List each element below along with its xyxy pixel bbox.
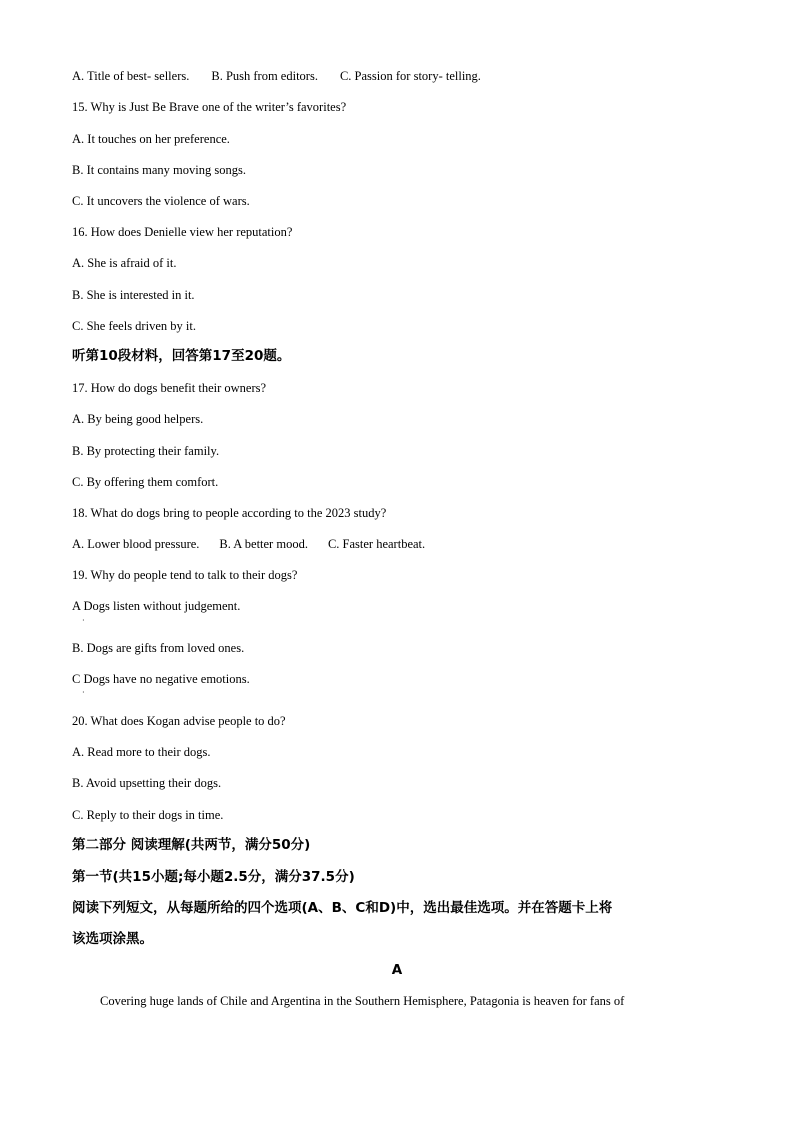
q19-option-c: C Dogs have no negative emotions. bbox=[72, 672, 250, 686]
q16-option-c: C. She feels driven by it. bbox=[72, 319, 196, 333]
q19-option-a: A Dogs listen without judgement. bbox=[72, 599, 241, 613]
punctuation-dot: · bbox=[82, 688, 85, 697]
section10-instruction: 听第10段材料，回答第17至20题。 bbox=[72, 348, 291, 364]
q18-option-b: B. A better mood. bbox=[219, 537, 308, 551]
q18-question: 18. What do dogs bring to people according to the 2023 study? bbox=[72, 506, 387, 520]
q20-option-a: A. Read more to their dogs. bbox=[72, 745, 211, 759]
punctuation-dot: · bbox=[82, 616, 85, 625]
q14-options bbox=[72, 68, 481, 84]
reading-instruction-line2: 该选项涂黑。 bbox=[72, 931, 153, 947]
q17-question: 17. How do dogs benefit their owners? bbox=[72, 381, 267, 395]
q20-option-c: C. Reply to their dogs in time. bbox=[72, 808, 224, 822]
q15-option-a: A. It touches on her preference. bbox=[72, 132, 230, 146]
q18-options bbox=[72, 536, 425, 552]
part2-heading: 第二部分 阅读理解(共两节，满分50分) bbox=[72, 837, 311, 853]
passage-label: A bbox=[391, 962, 403, 978]
q14-option-a: A. Title of best- sellers. bbox=[72, 69, 190, 83]
passage-first-line: Covering huge lands of Chile and Argentina in the Southern Hemisphere, Patagonia is heaven for fans of bbox=[100, 994, 625, 1008]
q17-option-b: B. By protecting their family. bbox=[72, 444, 220, 458]
q19-question: 19. Why do people tend to talk to their dogs? bbox=[72, 568, 298, 582]
q15-option-c: C. It uncovers the violence of wars. bbox=[72, 194, 250, 208]
q16-question: 16. How does Denielle view her reputation? bbox=[72, 225, 293, 239]
q20-question: 20. What does Kogan advise people to do? bbox=[72, 714, 286, 728]
section1-heading: 第一节(共15小题;每小题2.5分，满分37.5分) bbox=[72, 869, 355, 885]
q15-option-b: B. It contains many moving songs. bbox=[72, 163, 246, 177]
q18-option-c: C. Faster heartbeat. bbox=[327, 537, 426, 551]
q20-option-b: B. Avoid upsetting their dogs. bbox=[72, 776, 222, 790]
q16-option-a: A. She is afraid of it. bbox=[72, 256, 177, 270]
q14-option-b: B. Push from editors. bbox=[211, 69, 318, 83]
q19-option-b: B. Dogs are gifts from loved ones. bbox=[72, 641, 245, 655]
q16-option-b: B. She is interested in it. bbox=[72, 288, 195, 302]
q18-option-a: A. Lower blood pressure. bbox=[72, 537, 200, 551]
q17-option-a: A. By being good helpers. bbox=[72, 412, 204, 426]
q14-option-c: C. Passion for story- telling. bbox=[339, 69, 481, 83]
q17-option-c: C. By offering them comfort. bbox=[72, 475, 219, 489]
q15-question: 15. Why is Just Be Brave one of the writer’s favorites? bbox=[72, 100, 347, 114]
reading-instruction-line1: 阅读下列短文，从每题所给的四个选项(A、B、C和D)中，选出最佳选项。并在答题卡上将 bbox=[72, 900, 613, 916]
